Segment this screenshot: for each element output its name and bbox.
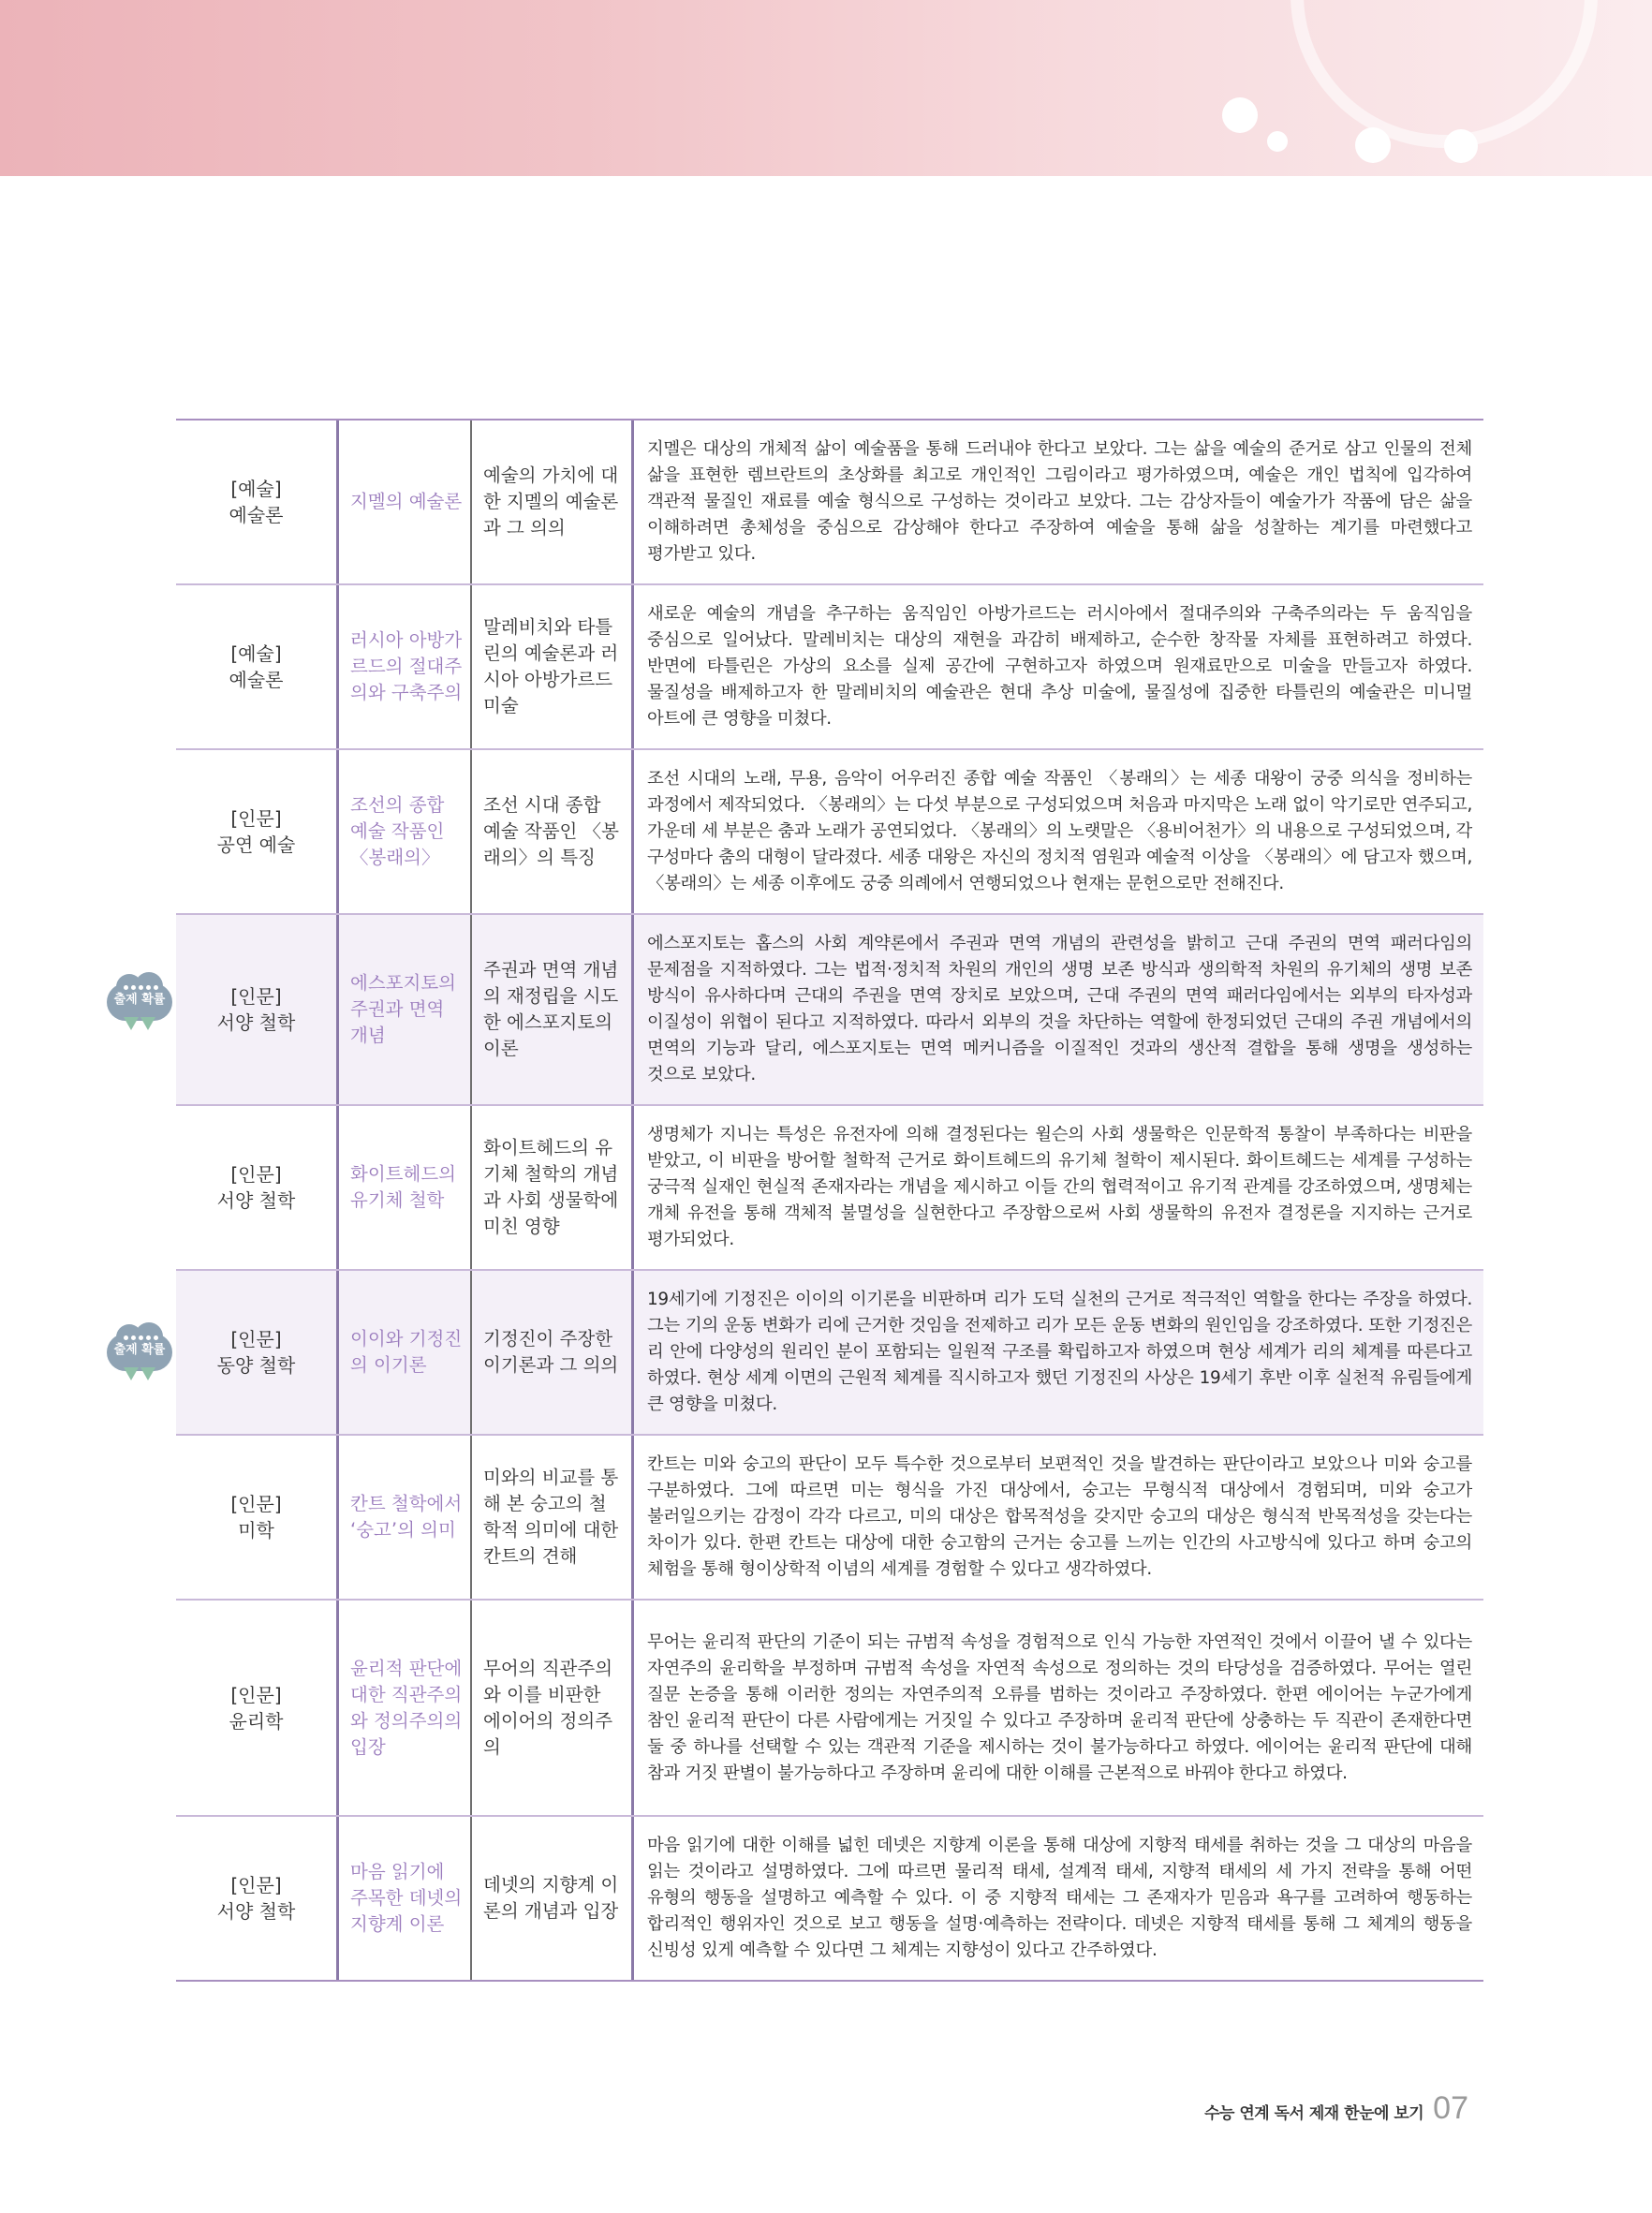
table-row bbox=[176, 1436, 1483, 1601]
content-cell: 지멜은 대상의 개체적 삶이 예술품을 통해 드러내야 한다고 보았다. 그는 삶을 예술의 준거로 삼고 인물의 전체 삶을 표현한 렘브란트의 초상화를 최고로 개인적인 그림이라고 평가하였으며, 예술은 개인 법칙에 입각하여 객관적 물질인 재료를 예술 형식으로 구성하는 것이라고 보았다. 그는 감상자들이 예술가가 작품에 담은 삶을 이해하려면 총체성을 중심으로 감상해야 한다고 주장하여 예술을 통해 삶을 성찰하는 계기를 마련했다고 평가받고 있다. bbox=[647, 439, 1472, 564]
footer-book-title: 수능 연계 독서 제재 한눈에 보기 bbox=[1204, 2104, 1424, 2123]
field-label: [인문] bbox=[230, 985, 282, 1008]
summary-cell: 조선 시대 종합 예술 작품인 〈봉래의〉의 특징 bbox=[472, 750, 634, 913]
decor-dot bbox=[1222, 97, 1258, 133]
table-row bbox=[176, 1601, 1483, 1817]
summary-cell: 말레비치와 타틀린의 예술론과 러시아 아방가르드 미술 bbox=[472, 585, 634, 748]
topic-cell: 윤리적 판단에 대한 직관주의와 정의주의의 입장 bbox=[339, 1601, 472, 1815]
topic-cell: 에스포지토의 주권과 면역 개념 bbox=[339, 915, 472, 1104]
subfield-label: 동양 철학 bbox=[216, 1354, 296, 1377]
field-label: [인문] bbox=[230, 1874, 282, 1896]
content-cell: 칸트는 미와 숭고의 판단이 모두 특수한 것으로부터 보편적인 것을 발견하는 판단이라고 보았으나 미와 숭고를 구분하였다. 그에 따르면 미는 형식을 가진 대상에서, 숭고는 무형식적 대상에서 경험되며, 미와 숭고가 불러일으키는 감정이 각각 다르고, 미의 대상은 합목적성을 갖지만 숭고의 대상은 형식적 반목적성을 갖는다는 차이가 있다. 한편 칸트는 대상에 대한 숭고함의 근거는 숭고를 느끼는 인간의 사고방식에 있다고 하며 숭고의 체험을 통해 형이상학적 이념의 세계를 경험할 수 있다고 생각하였다. bbox=[647, 1454, 1472, 1579]
summary-cell: 기정진이 주장한 이기론과 그 의의 bbox=[472, 1271, 634, 1434]
page-number: 07 bbox=[1433, 2090, 1468, 2126]
content-cell: 에스포지토는 홉스의 사회 계약론에서 주권과 면역 개념의 관련성을 밝히고 근대 주권의 면역 패러다임의 문제점을 지적하였다. 그는 법적·정치적 차원의 개인의 생명 보존 방식과 생의학적 차원의 유기체의 생명 보존 방식이 유사하다며 근대의 주권을 면역 장치로 보았으며, 근대 주권의 면역 패러다임에서는 외부의 타자성과 이질성이 위협이 된다고 지적하였다. 따라서 외부의 것을 차단하는 역할에 한정되었던 근대의 주권 개념에서의 면역의 기능과 달리, 에스포지토는 면역 메커니즘을 이질적인 것과의 생산적 결합을 통해 생명을 생성하는 것으로 보았다. bbox=[647, 934, 1472, 1084]
content-cell: 19세기에 기정진은 이이의 이기론을 비판하며 리가 도덕 실천의 근거로 적극적인 역할을 한다는 주장을 하였다. 그는 기의 운동 변화가 리에 근거한 것임을 전제하고 리가 모든 운동 변화의 원인임을 강조하였다. 또한 기정진은 리 안에 다양성의 원리인 분이 포함되는 일원적 구조를 확립하고자 하였으며 현상 세계가 리의 체계를 따른다고 하였다. 현상 세계 이면의 근원적 체계를 직시하고자 했던 기정진의 사상은 19세기 후반 이후 실천적 유림들에게 큰 영향을 미쳤다. bbox=[647, 1290, 1472, 1414]
field-cell bbox=[176, 1436, 339, 1599]
table-row bbox=[176, 1817, 1483, 1982]
summary-cell: 데넷의 지향계 이론의 개념과 입장 bbox=[472, 1817, 634, 1980]
subfield-label: 서양 철학 bbox=[216, 1189, 296, 1212]
content-cell: 생명체가 지니는 특성은 유전자에 의해 결정된다는 윌슨의 사회 생물학은 인문학적 통찰이 부족하다는 비판을 받았고, 이 비판을 방어할 철학적 근거로 화이트헤드의 유기체 철학이 제시된다. 화이트헤드는 세계를 구성하는 궁극적 실재인 현실적 존재자라는 개념을 제시하고 이들 간의 협력적이고 유기적 관계를 강조하였으며, 생명체는 개체 유전을 통해 객체적 불멸성을 실현한다고 주장함으로써 사회 생물학의 유전자 결정론을 지지하는 근거로 평가되었다. bbox=[647, 1125, 1472, 1249]
subfield-label: 예술론 bbox=[229, 504, 284, 526]
table-row bbox=[176, 1271, 1483, 1436]
topic-cell: 칸트 철학에서 ‘숭고’의 의미 bbox=[339, 1436, 472, 1599]
expand-badge-label: 출제 확률 bbox=[113, 1343, 166, 1357]
subfield-label: 미학 bbox=[238, 1519, 274, 1542]
topic-cell: 조선의 종합 예술 작품인 〈봉래의〉 bbox=[339, 750, 472, 913]
field-label: [예술] bbox=[230, 478, 282, 500]
summary-cell: 주권과 면역 개념의 재정립을 시도한 에스포지토의 이론 bbox=[472, 915, 634, 1104]
table-row bbox=[176, 585, 1483, 750]
field-label: [인문] bbox=[230, 1328, 282, 1350]
subfield-label: 윤리학 bbox=[229, 1709, 284, 1733]
content-cell: 무어는 윤리적 판단의 기준이 되는 규범적 속성을 경험적으로 인식 가능한 자연적인 것에서 이끌어 낼 수 있다는 자연주의 윤리학을 부정하며 규범적 속성을 자연적 속성으로 정의하는 것의 타당성을 검증하였다. 무어는 열린 질문 논증을 통해 이러한 정의는 자연주의적 오류를 범하는 것이라고 주장하였다. 한편 에이어는 누군가에게 참인 윤리적 판단이 다른 사람에게는 거짓일 수 있다고 주장하며 윤리적 판단에 상충하는 두 직관이 존재한다면 둘 중 하나를 선택할 수 있는 객관적 기준을 제시하는 것이 불가능하다고 하였다. 에이어는 윤리적 판단에 대해 참과 거짓 판별이 불가능하다고 주장하며 윤리에 대한 이해를 근본적으로 바꿔야 한다고 하였다. bbox=[647, 1631, 1472, 1783]
topic-cell: 지멜의 예술론 bbox=[339, 420, 472, 583]
summary-cell: 미와의 비교를 통해 본 숭고의 철학적 의미에 대한 칸트의 견해 bbox=[472, 1436, 634, 1599]
subfield-label: 서양 철학 bbox=[216, 1011, 296, 1034]
summary-cell: 예술의 가치에 대한 지멜의 예술론과 그 의의 bbox=[472, 420, 634, 583]
content-cell: 마음 읽기에 대한 이해를 넓힌 데넷은 지향계 이론을 통해 대상에 지향적 태세를 취하는 것을 그 대상의 마음을 읽는 것이라고 설명하였다. 그에 따르면 물리적 태세, 설계적 태세, 지향적 태세의 세 가지 전략을 통해 어떤 유형의 행동을 설명하고 예측할 수 있다. 이 중 지향적 태세는 그 존재자가 믿음과 욕구를 고려하여 행동하는 합리적인 행위자인 것으로 보고 행동을 설명·예측하는 전략이다. 데넷은 지향적 태세를 통해 그 체계의 행동을 신빙성 있게 예측할 수 있다면 그 체계는 지향성이 있다고 간주하였다. bbox=[647, 1836, 1472, 1960]
field-cell bbox=[176, 1817, 339, 1980]
field-label: [인문] bbox=[230, 1493, 282, 1515]
field-label: [인문] bbox=[230, 1683, 282, 1706]
expand-badge-label: 출제 확률 bbox=[113, 993, 166, 1007]
field-cell bbox=[176, 1601, 339, 1815]
table-row bbox=[176, 420, 1483, 585]
topic-cell: 이이와 기정진의 이기론 bbox=[339, 1271, 472, 1434]
subfield-label: 공연 예술 bbox=[216, 834, 296, 856]
field-cell bbox=[176, 750, 339, 913]
subfield-label: 서양 철학 bbox=[216, 1900, 296, 1923]
reading-topics-table bbox=[176, 419, 1483, 1982]
decor-arc bbox=[1291, 0, 1598, 148]
field-cell bbox=[176, 1106, 339, 1269]
table-row bbox=[176, 1106, 1483, 1271]
table-row bbox=[176, 915, 1483, 1106]
field-cell bbox=[176, 585, 339, 748]
field-label: [인문] bbox=[230, 1163, 282, 1186]
summary-cell: 화이트헤드의 유기체 철학의 개념과 사회 생물학에 미친 영향 bbox=[472, 1106, 634, 1269]
content-cell: 조선 시대의 노래, 무용, 음악이 어우러진 종합 예술 작품인 〈봉래의〉는 세종 대왕이 궁중 의식을 정비하는 과정에서 제작되었다. 〈봉래의〉는 다섯 부분으로 구성되었으며 처음과 마지막은 노래 없이 악기로만 연주되고, 가운데 세 부분은 춤과 노래가 공연되었다. 〈봉래의〉의 노랫말은 〈용비어천가〉의 내용으로 구성되었으며, 각 구성마다 춤의 대형이 달라졌다. 세종 대왕은 자신의 정치적 염원과 예술적 이상을 〈봉래의〉에 담고자 했으며, 〈봉래의〉는 세종 이후에도 궁중 의례에서 연행되었으나 현재는 문헌으로만 전해진다. bbox=[647, 769, 1472, 893]
topic-cell: 마음 읽기에 주목한 데넷의 지향계 이론 bbox=[339, 1817, 472, 1980]
field-cell bbox=[176, 915, 339, 1104]
decor-dot bbox=[1267, 131, 1288, 152]
page-footer bbox=[1204, 2090, 1468, 2127]
table-row bbox=[176, 750, 1483, 915]
top-banner bbox=[0, 0, 1652, 176]
expand-badge bbox=[101, 972, 178, 1038]
summary-cell: 무어의 직관주의와 이를 비판한 에이어의 정의주의 bbox=[472, 1601, 634, 1815]
topic-cell: 화이트헤드의 유기체 철학 bbox=[339, 1106, 472, 1269]
field-label: [예술] bbox=[230, 642, 282, 665]
field-cell bbox=[176, 420, 339, 583]
field-label: [인문] bbox=[230, 807, 282, 830]
expand-badge bbox=[101, 1322, 178, 1388]
topic-cell: 러시아 아방가르드의 절대주의와 구축주의 bbox=[339, 585, 472, 748]
field-cell bbox=[176, 1271, 339, 1434]
subfield-label: 예술론 bbox=[229, 669, 284, 691]
content-cell: 새로운 예술의 개념을 추구하는 움직임인 아방가르드는 러시아에서 절대주의와 구축주의라는 두 움직임을 중심으로 일어났다. 말레비치는 대상의 재현을 과감히 배제하고, 순수한 창작물 자체를 표현하려고 하였다. 반면에 타틀린은 가상의 요소를 실제 공간에 구현하고자 하였으며 원재료만으로 미술을 만들고자 하였다. 물질성을 배제하고자 한 말레비치의 예술관은 현대 추상 미술에, 물질성에 집중한 타틀린의 예술관은 미니멀 아트에 큰 영향을 미쳤다. bbox=[647, 604, 1472, 729]
